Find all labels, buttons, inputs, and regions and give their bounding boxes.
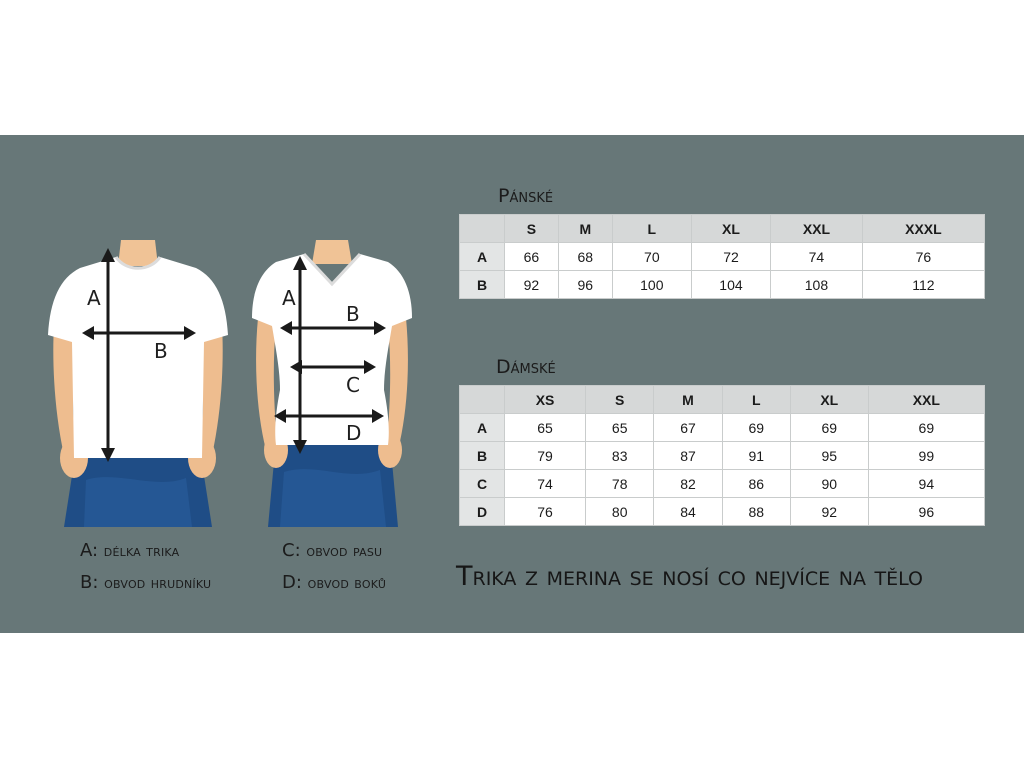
women-table-cell: 94 [868,470,984,498]
men-size-header: L [612,215,691,243]
legend-a [80,542,179,560]
legend-c-text: obvod pasu [306,541,383,560]
women-table-row [460,470,985,498]
women-size-header: L [722,386,790,414]
women-table-cell: 83 [586,442,654,470]
legend-a-letter: A: [80,540,99,561]
women-table-cell: 95 [790,442,868,470]
men-table-title: Pánské [498,185,554,207]
men-figure [46,240,230,527]
women-table-cell: 87 [654,442,722,470]
women-table-cell: 80 [586,498,654,526]
women-size-header: S [586,386,654,414]
men-corner-cell [460,215,505,243]
men-size-table [459,214,985,299]
women-table-cell: 92 [790,498,868,526]
legend-a-text: délka trika [103,541,180,560]
men-table-row [460,243,985,271]
legend-c-letter: C: [282,540,301,561]
women-table-cell: 90 [790,470,868,498]
women-corner-cell [460,386,505,414]
men-size-header: S [505,215,559,243]
women-table-body [460,414,985,526]
women-table-cell: 82 [654,470,722,498]
women-table-cell: 84 [654,498,722,526]
men-row-label: B [460,271,505,299]
women-table-cell: 69 [868,414,984,442]
women-table-cell: 76 [505,498,586,526]
men-size-header: M [558,215,612,243]
women-table-cell: 86 [722,470,790,498]
women-size-header: XXL [868,386,984,414]
women-row-label: A [460,414,505,442]
women-size-header: XL [790,386,868,414]
men-table-cell: 92 [505,271,559,299]
men-size-header: XL [691,215,770,243]
women-table-cell: 99 [868,442,984,470]
men-table-cell: 96 [558,271,612,299]
men-table-cell: 104 [691,271,770,299]
men-label-b: B [154,339,168,363]
men-table-cell: 70 [612,243,691,271]
legend-d [282,574,386,592]
legend-d-letter: D: [282,572,302,593]
men-header-row [460,215,985,243]
fit-note: Trika z merina se nosí co nejvíce na tělo [456,561,924,592]
women-size-header: XS [505,386,586,414]
women-table-cell: 79 [505,442,586,470]
men-table-cell: 66 [505,243,559,271]
women-label-b: B [346,302,360,326]
women-row-label: C [460,470,505,498]
women-table-title: Dámské [496,356,556,378]
men-row-label: A [460,243,505,271]
women-table-row [460,498,985,526]
women-figure [250,240,414,527]
legend-c [282,542,382,560]
women-label-c: C [346,373,360,397]
men-table-body [460,243,985,299]
women-row-label: B [460,442,505,470]
women-table-cell: 65 [586,414,654,442]
men-label-a: A [87,286,101,310]
women-size-header: M [654,386,722,414]
women-table-row [460,414,985,442]
men-table-cell: 72 [691,243,770,271]
women-table-cell: 96 [868,498,984,526]
men-table-cell: 74 [771,243,863,271]
men-table-row [460,271,985,299]
men-table-cell: 76 [862,243,984,271]
legend-b [80,574,211,592]
women-table-cell: 65 [505,414,586,442]
legend-b-letter: B: [80,572,99,593]
men-size-header: XXXL [862,215,984,243]
men-table-cell: 112 [862,271,984,299]
women-header-row [460,386,985,414]
legend-d-text: obvod boků [307,573,387,592]
women-table-row [460,442,985,470]
men-table-cell: 108 [771,271,863,299]
women-table-cell: 67 [654,414,722,442]
women-row-label: D [460,498,505,526]
women-table-cell: 69 [790,414,868,442]
women-table-cell: 88 [722,498,790,526]
women-table-cell: 74 [505,470,586,498]
legend-b-text: obvod hrudníku [104,573,212,592]
men-table-cell: 100 [612,271,691,299]
men-size-header: XXL [771,215,863,243]
women-size-table [459,385,985,526]
women-table-cell: 78 [586,470,654,498]
women-label-a: A [282,286,296,310]
women-table-cell: 91 [722,442,790,470]
women-label-d: D [346,421,362,445]
women-table-cell: 69 [722,414,790,442]
men-table-cell: 68 [558,243,612,271]
size-chart-panel [0,135,1024,633]
